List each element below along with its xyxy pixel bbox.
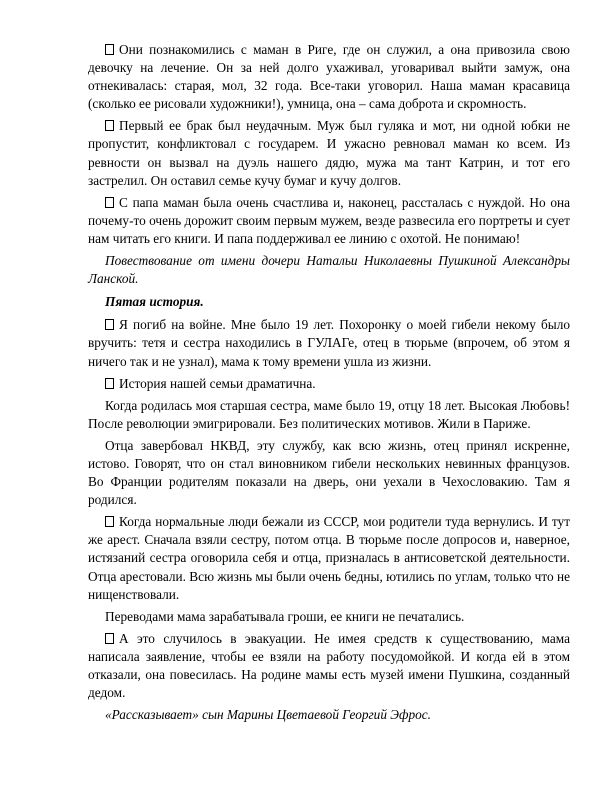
paragraph-12	[88, 630, 570, 702]
paragraph-8: Когда родилась моя старшая сестра, маме было 19, отцу 18 лет. Высокая Любовь! После революции эмигрировали. Без политических мотивов. Жили в Париже.	[88, 397, 570, 431]
paragraph-3	[88, 194, 570, 248]
document-page	[88, 41, 570, 728]
paragraph-text: Они познакомились с маман в Риге, где он служил, а она привозила свою девочку на лечение. Он за ней долго ухаживал, уговаривал выйти замуж, она отнекивалась: старая, мол, 32 года. Все-таки уговорил. Наша маман красавица (сколько ее рисовали художники!), умница, она – сама доброта и скромность.	[88, 42, 570, 112]
attribution-efron: «Рассказывает» сын Марины Цветаевой Георгий Эфрос.	[105, 707, 431, 723]
paragraph-11: Переводами мама зарабатывала гроши, ее книги не печатались.	[105, 608, 465, 624]
square-bullet-icon	[105, 197, 114, 208]
paragraph-1	[88, 41, 570, 113]
paragraph-text: Когда нормальные люди бежали из СССР, мои родители туда вернулись. И тут же арест. Сначала взяли сестру, потом отца. В тюрьме после допросов и, наверное, истязаний сестра оговорила себя и отца, призналась в антисоветской деятельности. Отца арестовали. Всю жизнь мы были очень бедны, ютились по углам, только что не нищенствовали.	[88, 514, 570, 602]
paragraph-6	[88, 316, 570, 370]
square-bullet-icon	[105, 319, 114, 330]
square-bullet-icon	[105, 516, 114, 527]
square-bullet-icon	[105, 633, 114, 644]
attribution-lanskaya: Повествование от имени дочери Натальи Николаевны Пушкиной Александры Ланской.	[88, 253, 570, 287]
square-bullet-icon	[105, 378, 114, 389]
section-heading: Пятая история.	[105, 294, 204, 310]
square-bullet-icon	[105, 44, 114, 55]
paragraph-10	[88, 513, 570, 603]
paragraph-text: История нашей семьи драматична.	[119, 375, 316, 391]
paragraph-text: Я погиб на войне. Мне было 19 лет. Похоронку о моей гибели некому было вручить: тетя и сестра находились в ГУЛАГе, отец в тюрьме (впрочем, об этом я ничего так и не узнал), мама к тому времени ушла из жизни.	[88, 317, 570, 369]
paragraph-text: А это случилось в эвакуации. Не имея средств к существованию, мама написала заявление, чтобы ее взяли на работу посудомойкой. И когда ей в этом отказали, она повесилась. На родине мамы есть музей имени Пушкина, созданный дедом.	[88, 630, 570, 701]
paragraph-7	[88, 375, 570, 393]
paragraph-text: Первый ее брак был неудачным. Муж был гуляка и мот, ни одной юбки не пропустит, конфликтовал с государем. И ужасно ревновал маман ко всем. Из ревности он вызвал на дуэль нашего дядю, мужа ма тант Катрин, и тот его застрелил. Он оставил семье кучу бумаг и кучу долгов.	[88, 118, 570, 188]
paragraph-2	[88, 117, 570, 189]
paragraph-text: С папа маман была очень счастлива и, наконец, рассталась с нуждой. Но она почему-то очень дорожит своим первым мужем, везде развесила его портреты и сует нам читать его книги. И папа поддерживал ее линию с охотой. Не понимаю!	[88, 194, 570, 246]
square-bullet-icon	[105, 120, 114, 131]
paragraph-9: Отца завербовал НКВД, эту службу, как всю жизнь, отец принял искренне, истово. Говорят, что он стал виновником гибели нескольких невинных французов. Во Франции родителям показали на дверь, они уехали в Чехословакию. Там я родился.	[88, 437, 570, 508]
